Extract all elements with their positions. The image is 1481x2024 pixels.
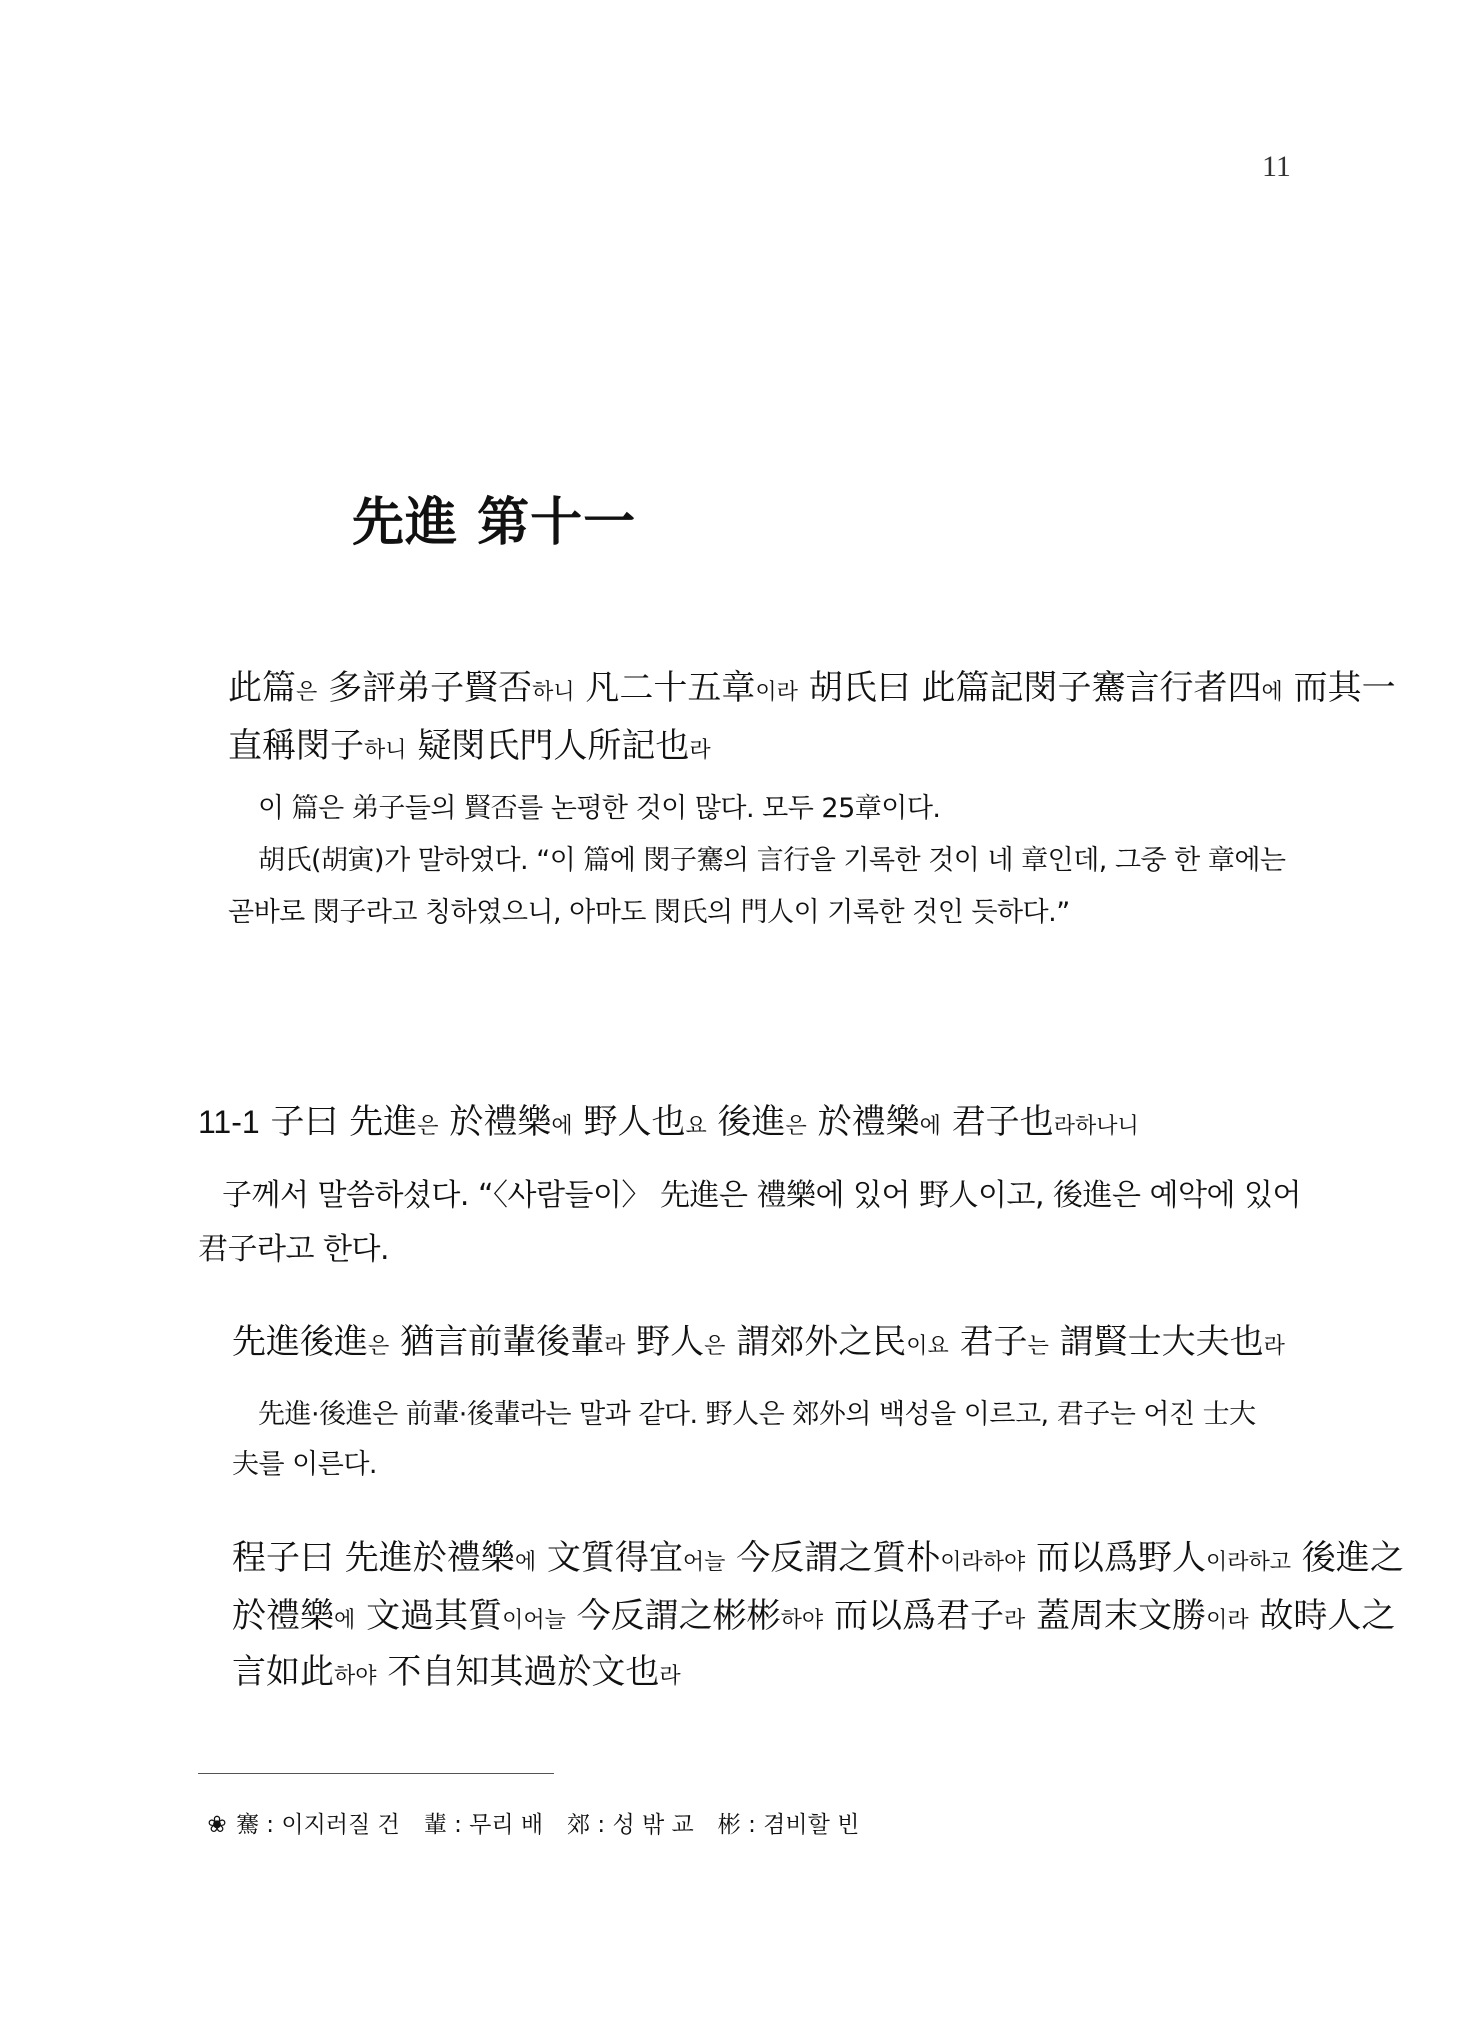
particle-run: 은	[785, 1114, 807, 1139]
particle-run: 이라	[755, 680, 798, 705]
text-run: 君子也	[940, 1102, 1054, 1142]
intro-korean-line: 이 篇은 弟子들의 賢否를 논평한 것이 많다. 모두 25章이다.	[258, 793, 941, 824]
footnote-entry: 郊 : 성 밖 교	[567, 1812, 694, 1838]
particle-run: 하야	[334, 1664, 377, 1689]
section-number: 11-1	[198, 1104, 260, 1140]
page-number: 11	[1262, 150, 1291, 183]
particle-run: 은	[368, 1334, 390, 1359]
particle-run: 라	[689, 738, 711, 763]
text-run: 言如此	[232, 1652, 334, 1692]
text-run: 而其一	[1282, 668, 1396, 708]
text-run: 胡氏曰 此篇記閔子騫言行者四	[797, 668, 1262, 708]
text-run: 直稱閔子	[228, 726, 364, 766]
footnote-entry: 輩 : 무리 배	[423, 1812, 544, 1838]
text-run: 多評弟子賢否	[317, 668, 533, 708]
text-run: 蓋周末文勝	[1025, 1596, 1207, 1636]
text-run: 謂郊外之民	[725, 1322, 907, 1362]
particle-run: 에	[1261, 680, 1283, 705]
text-run: 文過其質	[355, 1596, 503, 1636]
intro-korean-line: 胡氏(胡寅)가 말하였다. “이 篇에 閔子騫의 言行을 기록한 것이 네 章인데, 그중 한 章에는	[258, 845, 1286, 876]
particle-run: 에	[514, 1550, 537, 1575]
translation-line: 君子라고 한다.	[198, 1232, 389, 1267]
translation-line: 子께서 말씀하셨다. “〈사람들이〉 先進은 禮樂에 있어 野人이고, 後進은 예악에 있어	[222, 1178, 1301, 1213]
commentary-han-line	[232, 1644, 681, 1693]
text-run: 凡二十五章	[574, 668, 756, 708]
text-run: 野人也	[572, 1102, 686, 1142]
commentary-han	[232, 1314, 1285, 1363]
text-run: 謂賢士大夫也	[1048, 1322, 1264, 1362]
text-run: 野人	[625, 1322, 705, 1362]
particle-run: 이요	[906, 1334, 949, 1359]
text-run: 文質得宜	[536, 1538, 683, 1578]
particle-run: 이어늘	[502, 1608, 566, 1633]
particle-run: 라하나니	[1053, 1114, 1139, 1139]
particle-run: 은	[417, 1114, 439, 1139]
text-run: 後進	[706, 1102, 786, 1142]
text-run: 於禮樂	[438, 1102, 552, 1142]
commentary-han-line	[232, 1530, 1404, 1579]
text-run: 君子	[948, 1322, 1028, 1362]
text-run: 疑閔氏門人所記也	[406, 726, 690, 766]
footnote-entry: 騫 : 이지러질 건	[236, 1812, 400, 1838]
particle-run: 이라하야	[940, 1550, 1026, 1575]
flower-icon: ❀	[207, 1812, 227, 1838]
text-run: 先進後進	[232, 1322, 368, 1362]
text-run: 今反謂之質朴	[725, 1538, 941, 1578]
particle-run: 에	[551, 1114, 573, 1139]
text-run: 而以爲君子	[823, 1596, 1004, 1636]
text-run: 於禮樂	[232, 1596, 334, 1636]
text-run: 不自知其過於文也	[376, 1652, 660, 1692]
particle-run: 하니	[364, 738, 407, 763]
particle-run: 라	[1263, 1334, 1285, 1359]
particle-run: 라	[604, 1334, 626, 1359]
text-run: 故時人之	[1248, 1596, 1396, 1636]
particle-run: 하야	[780, 1608, 824, 1633]
footnote	[206, 1806, 859, 1839]
footnote-entry: 彬 : 겸비할 빈	[717, 1812, 860, 1838]
particle-run: 에	[919, 1114, 941, 1139]
text-run: 而以爲野人	[1025, 1538, 1207, 1578]
commentary-korean-line: 先進·後進은 前輩·後輩라는 말과 같다. 野人은 郊外의 백성을 이르고, 君子는 어진 士大	[258, 1399, 1256, 1430]
particle-run: 에	[334, 1608, 356, 1633]
intro-han-line	[228, 660, 1396, 709]
intro-han-line	[228, 718, 711, 767]
particle-run: 요	[685, 1114, 707, 1139]
section-main-text	[260, 1102, 1139, 1142]
particle-run: 라	[659, 1664, 681, 1689]
text-run: 後進之	[1291, 1538, 1404, 1578]
intro-korean-line: 곧바로 閔子라고 칭하였으니, 아마도 閔氏의 門人이 기록한 것인 듯하다.”	[228, 897, 1070, 928]
text-run: 程子曰 先進於禮樂	[232, 1538, 515, 1578]
particle-run: 어늘	[682, 1550, 726, 1575]
particle-run: 라	[1003, 1608, 1026, 1633]
particle-run: 은	[296, 680, 318, 705]
particle-run: 이라하고	[1206, 1550, 1292, 1575]
particle-run: 하니	[532, 680, 575, 705]
particle-run: 이라	[1206, 1608, 1249, 1633]
footnote-divider	[198, 1773, 554, 1774]
text-run: 於禮樂	[806, 1102, 920, 1142]
particle-run: 는	[1027, 1334, 1049, 1359]
text-run: 子曰 先進	[259, 1102, 418, 1142]
commentary-korean-line: 夫를 이른다.	[232, 1449, 377, 1480]
text-run: 猶言前輩後輩	[389, 1322, 605, 1362]
particle-run: 은	[704, 1334, 726, 1359]
section-heading	[198, 1094, 1139, 1143]
commentary-han-line	[232, 1588, 1395, 1637]
text-run: 今反謂之彬彬	[565, 1596, 781, 1636]
text-run: 此篇	[228, 668, 296, 708]
chapter-title: 先進 第十一	[352, 492, 637, 553]
